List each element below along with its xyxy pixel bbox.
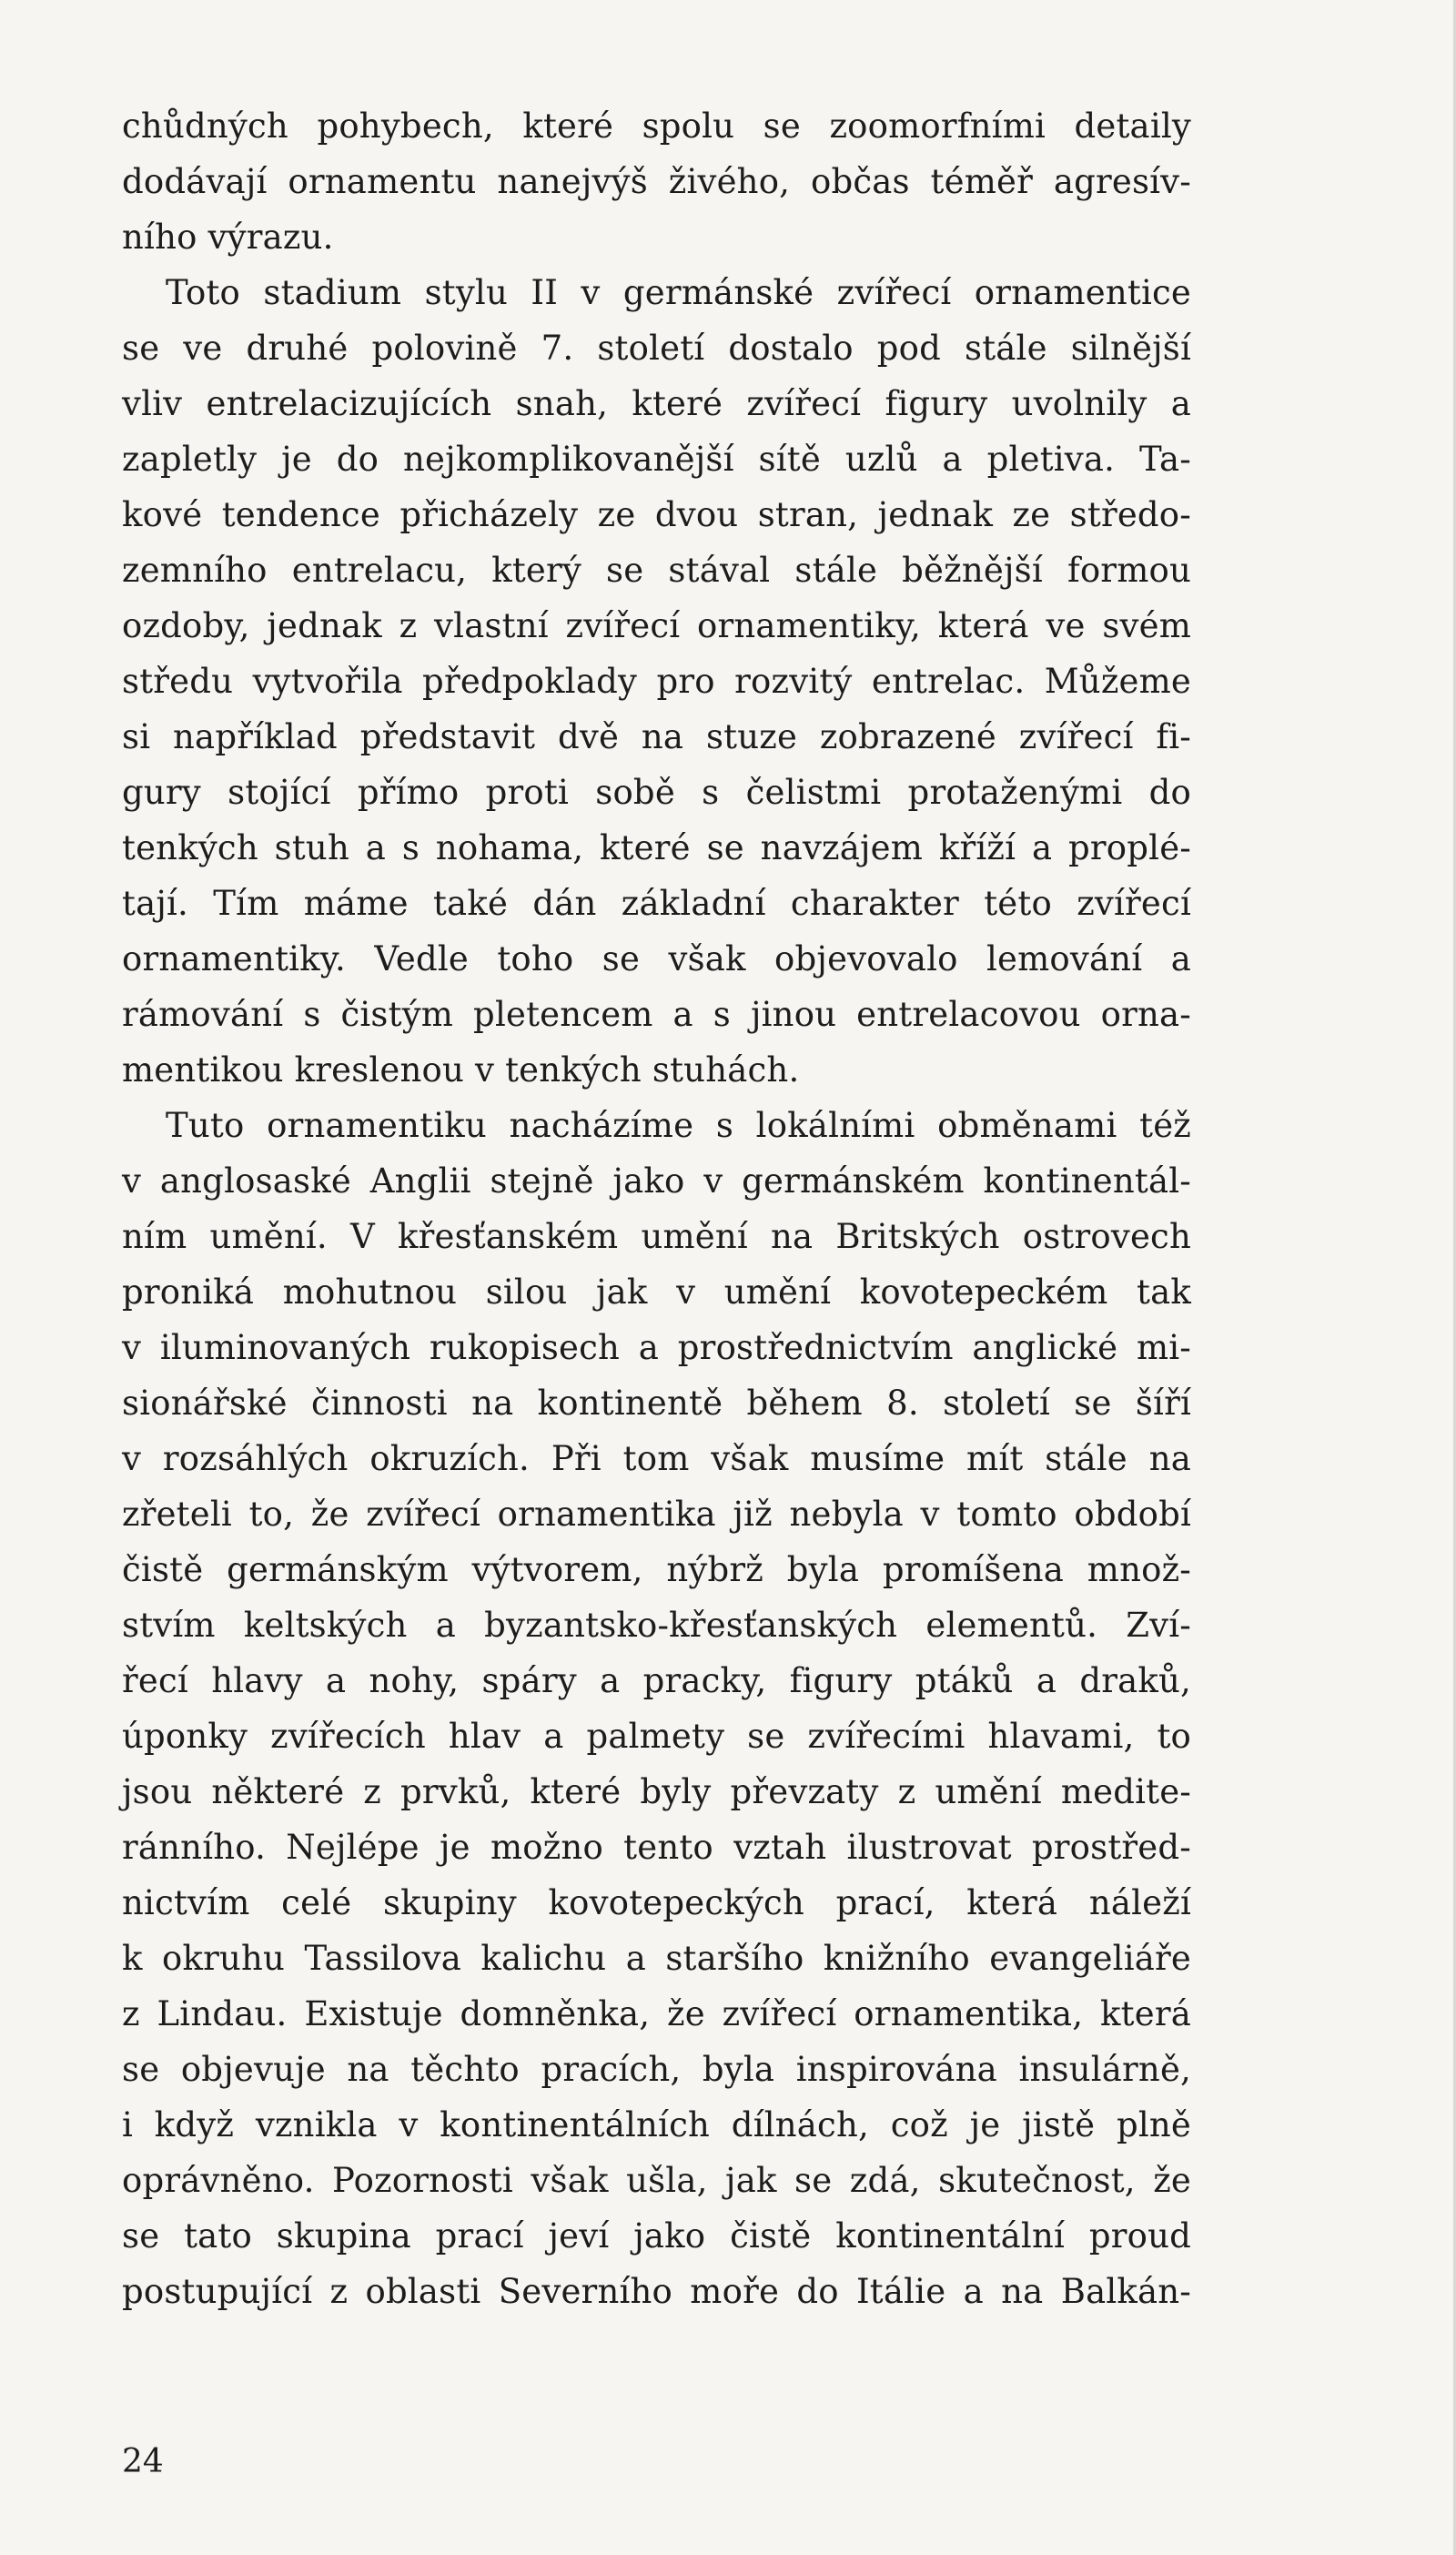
text-line: v anglosaské Anglii stejně jako v germánském kontinentál- <box>122 1161 1191 1201</box>
text-line: gury stojící přímo proti sobě s čelistmi protaženými do <box>122 773 1191 812</box>
text-line: kové tendence přicházely ze dvou stran, jednak ze středo- <box>122 495 1191 534</box>
text-line: se tato skupina prací jeví jako čistě kontinentální proud <box>122 2216 1191 2256</box>
text-line: mentikou kreslenou v tenkých stuhách. <box>122 1050 800 1090</box>
text-line: ornamentiky. Vedle toho se však objevovalo lemování a <box>122 939 1191 978</box>
text-line: ního výrazu. <box>122 218 334 257</box>
text-line: tenkých stuh a s nohama, které se navzájem kříží a proplé- <box>122 828 1191 867</box>
text-line: oprávněno. Pozornosti však ušla, jak se zdá, skutečnost, že <box>122 2161 1191 2200</box>
text-line: zřeteli to, že zvířecí ornamentika již nebyla v tomto období <box>122 1495 1191 1534</box>
text-line: nictvím celé skupiny kovotepeckých prací, která náleží <box>122 1883 1191 1922</box>
text-line: ním umění. V křesťanském umění na Britských ostrovech <box>122 1217 1191 1256</box>
text-line: ozdoby, jednak z vlastní zvířecí ornamentiky, která ve svém <box>122 606 1191 645</box>
text-line: Toto stadium stylu II v germánské zvířecí ornamentice <box>166 273 1191 312</box>
text-line: ránního. Nejlépe je možno tento vztah ilustrovat prostřed- <box>122 1828 1191 1867</box>
text-line: si například představit dvě na stuze zobrazené zvířecí fi- <box>122 717 1191 756</box>
text-line: zapletly je do nejkomplikovanější sítě uzlů a pletiva. Ta- <box>122 440 1191 479</box>
text-line: Tuto ornamentiku nacházíme s lokálními obměnami též <box>166 1106 1191 1145</box>
text-line: chůdných pohybech, které spolu se zoomorfními detaily <box>122 106 1191 146</box>
body-text <box>122 98 1191 2319</box>
text-line: sionářské činnosti na kontinentě během 8. století se šíří <box>122 1384 1191 1423</box>
text-line: zemního entrelacu, který se stával stále běžnější formou <box>122 551 1191 590</box>
text-line: stvím keltských a byzantsko-křesťanských elementů. Zví- <box>122 1606 1191 1645</box>
text-line: k okruhu Tassilova kalichu a staršího knižního evangeliáře <box>122 1939 1191 1978</box>
text-line: z Lindau. Existuje domněnka, že zvířecí ornamentika, která <box>122 1994 1191 2033</box>
text-line: proniká mohutnou silou jak v umění kovotepeckém tak <box>122 1272 1191 1312</box>
text-line: i když vznikla v kontinentálních dílnách, což je jistě plně <box>122 2105 1191 2144</box>
text-line: se objevuje na těchto pracích, byla inspirována insulárně, <box>122 2050 1191 2089</box>
text-line: v iluminovaných rukopisech a prostřednictvím anglické mi- <box>122 1328 1191 1367</box>
text-line: čistě germánským výtvorem, nýbrž byla promíšena množ- <box>122 1550 1191 1589</box>
text-line: v rozsáhlých okruzích. Při tom však musíme mít stále na <box>122 1439 1191 1478</box>
text-line: dodávají ornamentu nanejvýš živého, občas téměř agresív- <box>122 162 1191 201</box>
text-line: se ve druhé polovině 7. století dostalo pod stále silnější <box>122 329 1191 368</box>
text-line: jsou některé z prvků, které byly převzaty z umění medite- <box>122 1772 1191 1811</box>
text-line: tají. Tím máme také dán základní charakter této zvířecí <box>122 884 1191 923</box>
text-line: postupující z oblasti Severního moře do Itálie a na Balkán- <box>122 2272 1191 2311</box>
text-line: rámování s čistým pletencem a s jinou entrelacovou orna- <box>122 995 1191 1034</box>
text-line: středu vytvořila předpoklady pro rozvitý entrelac. Můžeme <box>122 662 1191 701</box>
page-number: 24 <box>122 2443 164 2480</box>
text-line: řecí hlavy a nohy, spáry a pracky, figury ptáků a draků, <box>122 1661 1191 1700</box>
text-line: vliv entrelacizujících snah, které zvířecí figury uvolnily a <box>122 384 1191 423</box>
text-line: úponky zvířecích hlav a palmety se zvířecími hlavami, to <box>122 1717 1191 1756</box>
